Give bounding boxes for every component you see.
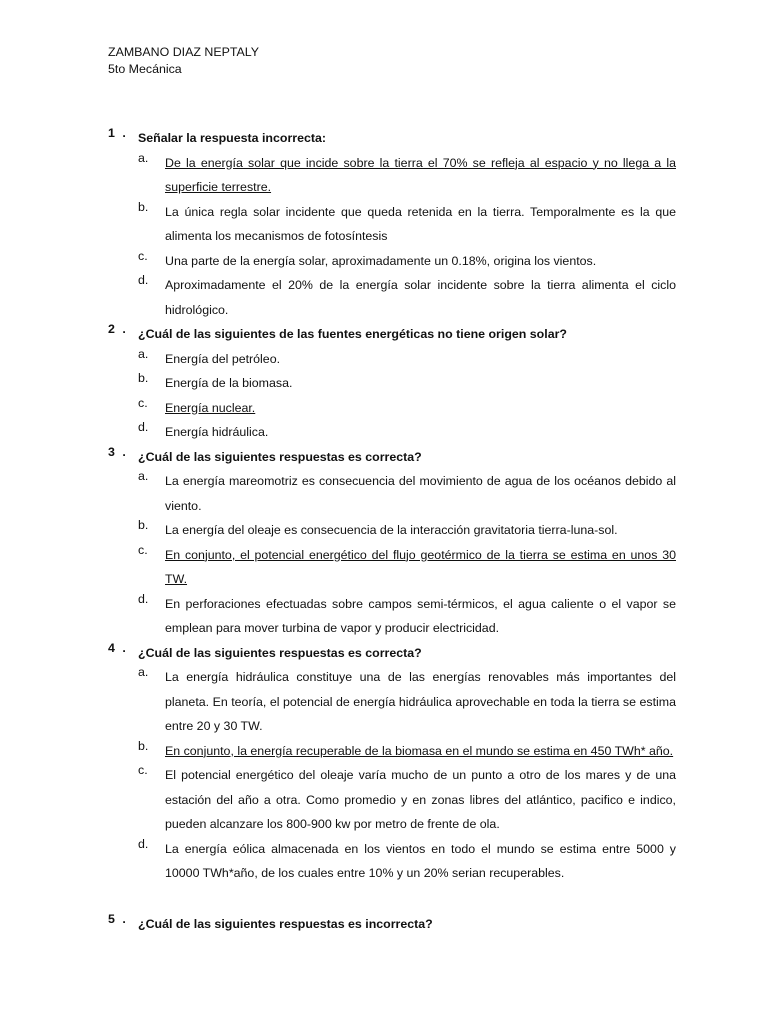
question-1: [108, 126, 676, 322]
question-text: ¿Cuál de las siguientes respuestas es incorrecta?: [138, 916, 433, 931]
option-text: La energía hidráulica constituye una de las energías renovables más importantes del planeta. En teoría, el potencial de energía hidráulica aprovechable en toda la tierra se estima entre 20 y 30 TW.: [165, 670, 676, 733]
course-label: 5to Mecánica: [108, 62, 182, 76]
question-3: [108, 445, 676, 641]
question-number: 2 .: [108, 322, 128, 336]
option-letter: b.: [138, 371, 149, 385]
option-text-underlined: De la energía solar que incide sobre la tierra el 70% se refleja al espacio y no llega a la superficie terrestre.: [165, 155, 676, 194]
option-text-underlined: [165, 396, 676, 421]
option-b: [138, 200, 676, 249]
option-text: En perforaciones efectuadas sobre campos semi-térmicos, el agua caliente o el vapor se emplean para mover turbina de vapor y producir electricidad.: [165, 596, 676, 635]
question-number: 3 .: [108, 444, 128, 459]
option-a: [138, 665, 676, 739]
option-letter: d.: [138, 591, 149, 606]
option-b: [138, 371, 676, 396]
option-text: El potencial energético del oleaje varía mucho de un punto a otro de los mares y de una estación del año a otra. Como promedio y en zonas libres del atlántico, pacifico e indico, pueden alcanzare los 800-900 kw por metro de frente de ola.: [165, 768, 676, 831]
option-text: La energía mareomotriz es consecuencia del movimiento de agua de los océanos debido al viento.: [165, 474, 676, 513]
option-letter: d.: [138, 836, 149, 851]
option-letter: c.: [138, 248, 148, 263]
option-text-underlined-span: Energía nuclear.: [165, 400, 256, 415]
option-letter: c.: [138, 395, 148, 410]
question-text: ¿Cuál de las siguientes respuestas es correcta?: [138, 645, 422, 660]
question-2: [108, 322, 676, 445]
option-text-underlined: En conjunto, la energía recuperable de la biomasa en el mundo se estima en 450 TWh* año.: [165, 743, 674, 758]
option-letter: c.: [138, 763, 148, 777]
option-c: [138, 249, 676, 274]
question-number: 1 .: [108, 126, 128, 140]
option-d: [138, 592, 676, 641]
option-letter: a.: [138, 469, 149, 483]
option-letter: b.: [138, 518, 149, 532]
question-text: ¿Cuál de las siguientes de las fuentes energéticas no tiene origen solar?: [138, 327, 567, 341]
question-4: [108, 641, 676, 886]
option-letter: d.: [138, 420, 149, 434]
question-number: 5 .: [108, 911, 128, 926]
option-d: [138, 420, 676, 445]
option-c: [138, 396, 676, 421]
question-list: [108, 126, 676, 936]
option-d: [138, 273, 676, 322]
student-name: ZAMBANO DIAZ NEPTALY: [108, 45, 260, 59]
option-text: La única regla solar incidente que queda retenida en la tierra. Temporalmente es la que alimenta los mecanismos de fotosíntesis: [165, 204, 676, 243]
option-a: [138, 469, 676, 518]
option-b: [138, 739, 676, 764]
option-letter: d.: [138, 273, 149, 287]
option-text: Energía de la biomasa.: [165, 376, 293, 390]
option-text: Energía hidráulica.: [165, 425, 269, 439]
option-a: [138, 151, 676, 200]
option-a: [138, 347, 676, 372]
option-letter: b.: [138, 738, 149, 753]
question-number: 4 .: [108, 640, 128, 655]
option-text: Energía del petróleo.: [165, 351, 281, 366]
option-b: [138, 518, 676, 543]
option-text: Una parte de la energía solar, aproximadamente un 0.18%, origina los vientos.: [165, 253, 597, 268]
option-letter: a.: [138, 665, 149, 679]
question-spacer: [108, 886, 676, 912]
option-d: [138, 837, 676, 886]
question-5: [108, 912, 676, 937]
option-text-underlined: En conjunto, el potencial energético del flujo geotérmico de la tierra se estima en unos 30 TW.: [165, 547, 676, 586]
option-letter: b.: [138, 199, 149, 214]
option-text: La energía del oleaje es consecuencia de la interacción gravitatoria tierra-luna-sol.: [165, 523, 618, 537]
document-header: [108, 44, 676, 78]
option-letter: c.: [138, 542, 148, 557]
option-text: La energía eólica almacenada en los vientos en todo el mundo se estima entre 5000 y 10000 TWh*año, de los cuales entre 10% y un 20% serian recuperables.: [165, 841, 676, 880]
option-c: [138, 763, 676, 837]
option-letter: a.: [138, 346, 149, 361]
option-letter: a.: [138, 150, 149, 165]
question-text: Señalar la respuesta incorrecta:: [138, 131, 327, 145]
option-c: [138, 543, 676, 592]
option-text: Aproximadamente el 20% de la energía solar incidente sobre la tierra alimenta el ciclo hidrológico.: [165, 278, 676, 317]
question-text: ¿Cuál de las siguientes respuestas es correcta?: [138, 449, 422, 464]
